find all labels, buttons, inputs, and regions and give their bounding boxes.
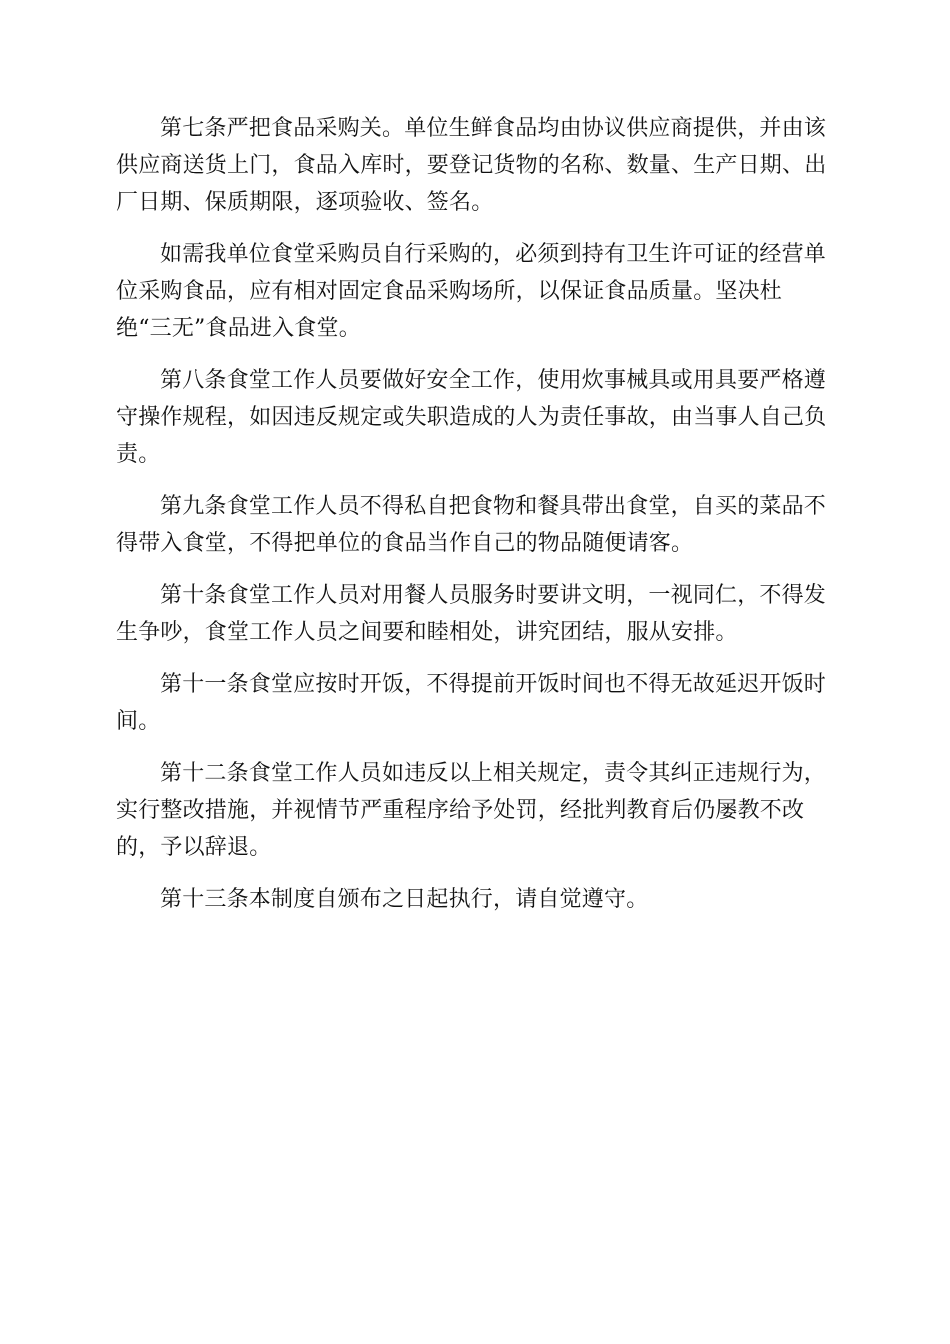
paragraph-article-13: 第十三条本制度自颁布之日起执行，请自觉遵守。 [160, 887, 649, 912]
paragraph-article-7: 第七条严把食品采购关。单位生鲜食品均由协议供应商提供，并由该 供应商送货上门，食品入库时，要登记货物的名称、数量、生产日期、出 厂日期、保质期限，逐项验收、签名。 [116, 116, 827, 215]
paragraph-article-11: 第十一条食堂应按时开饭，不得提前开饭时间也不得无故延迟开饭时 间。 [116, 672, 827, 734]
paragraph-article-9: 第九条食堂工作人员不得私自把食物和餐具带出食堂，自买的菜品不 得带入食堂，不得把单位的食品当作自己的物品随便请客。 [116, 494, 827, 556]
paragraph-article-10: 第十条食堂工作人员对用餐人员服务时要讲文明，一视同仁，不得发 生争吵，食堂工作人员之间要和睦相处，讲究团结，服从安排。 [116, 583, 827, 645]
paragraph-article-7-continued: 如需我单位食堂采购员自行采购的，必须到持有卫生许可证的经营单 位采购食品，应有相对固定食品采购场所，以保证食品质量。坚决杜 绝“三无”食品进入食堂。 [116, 242, 827, 341]
document-page [116, 110, 836, 933]
paragraph-article-12: 第十二条食堂工作人员如违反以上相关规定，责令其纠正违规行为， 实行整改措施，并视情节严重程序给予处罚，经批判教育后仍屡教不改 的，予以辞退。 [116, 761, 827, 860]
paragraph-article-8: 第八条食堂工作人员要做好安全工作，使用炊事械具或用具要严格遵 守操作规程，如因违反规定或失职造成的人为责任事故，由当事人自己负 责。 [116, 368, 827, 467]
